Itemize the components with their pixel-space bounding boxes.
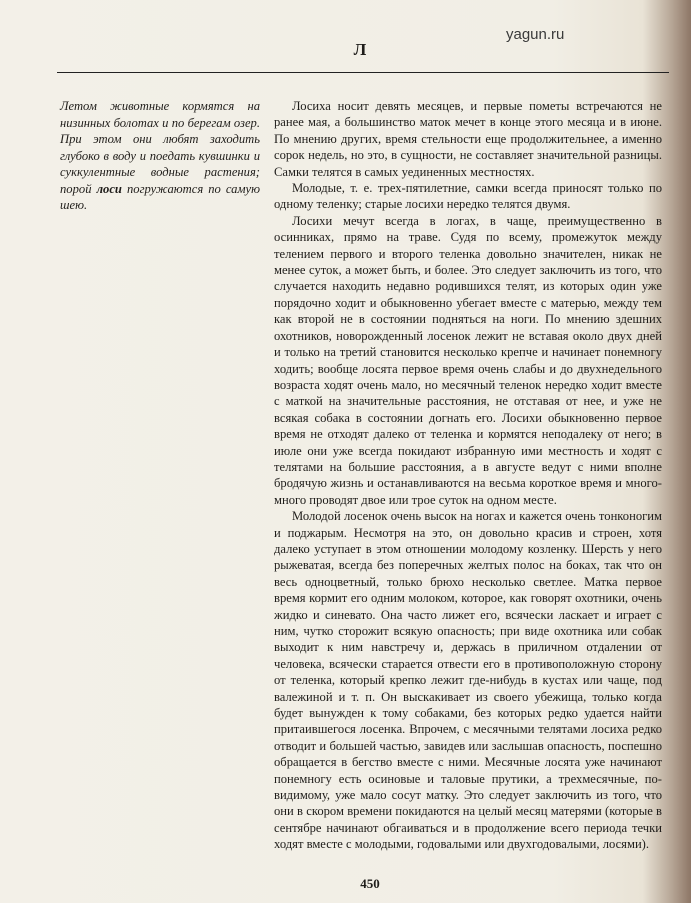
caption-text-end: погружаются по самую шею.: [60, 181, 260, 212]
watermark-text: yagun.ru: [506, 26, 565, 43]
page-number: 450: [360, 876, 380, 891]
paragraph: Лосиха носит девять месяцев, и первые пометы встречаются не ранее мая, а большинство маток мечет в конце этого месяца и в июне. По мнению других, время стельности еще продолжительнее, а именно сорок недель, но это, в сущности, не составляет значительной разницы. Самки телятся в самых уединенных местностях.: [274, 99, 662, 179]
image-caption: [60, 98, 260, 214]
running-header-letter: Л: [353, 40, 367, 59]
header-rule: [57, 72, 669, 73]
main-text-column: [274, 98, 662, 853]
paragraph: Молодые, т. е. трех-пятилетние, самки всегда приносят только по одному теленку; старые лосихи нередко телятся двумя.: [274, 181, 662, 212]
caption-text-start: Летом животные кормятся на низинных болотах и по берегам озер. При этом они любят заходить глубоко в воду и поедать кувшинки и суккулентные водные растения; порой: [60, 99, 260, 196]
caption-bold-word: лоси: [96, 181, 122, 196]
paragraph: Молодой лосенок очень высок на ногах и кажется очень тонконогим и поджарым. Несмотря на это, он довольно красив и строен, хотя далеко уступает в этом отношении молодому козленку. Шерсть у него рыжеватая, всегда без поперечных желтых полос на боках, так что он весь одноцветный, только брюхо несколько светлее. Матка первое время кормит его одним молоком, которое, как говорят охотники, очень жидко и синевато. Она часто лижет его, всячески ласкает и играет с ним, чутко сторожит всякую опасность; при виде охотника или собак выходит к ним навстречу и, держась в приличном отдалении от человека, всячески старается отвести его в противоположную сторону от теленка, который крепко лежит где-нибудь в кустах или чаще, под валежиной и т. п. Он выскакивает из своего убежища, только когда будет вынужден к тому собаками, без которых редко удается найти притаившегося лосенка. Впрочем, с месячными телятами лосиха редко отводит и большей частью, завидев или заслышав опасность, поспешно обращается в бегство вместе с ними. Месячные лосята уже начинают понемногу есть осиновые и таловые прутики, а трехмесячные, по-видимому, уже мало сосут матку. Это следует заключить из того, что они в скором времени покидаются на целый месяц матерями (которые в сентябре начинают обгаиваться и в продолжение всего периода течки ходят вместе с молодыми, годовалыми или двухгодовалыми, лосями).: [274, 509, 662, 852]
paragraph: Лосихи мечут всегда в логах, в чаще, преимущественно в осинниках, прямо на траве. Судя по всему, промежуток между телением первого и второго теленка довольно значителен, никак не менее суток, а может быть, и более. Это следует заключить из того, что случается находить недавно родившихся телят, из которых один уже порядочно ходит и обыкновенно убегает вместе с матерью, между тем как второй не в состоянии подняться на ноги. По мнению здешних охотников, новорожденный лосенок лежит не вставая около двух дней и только на третий становится несколько крепче и начинает понемногу ходить; вообще лосята первое время очень слабы и до двухнедельного возраста ходят очень мало, но месячный теленок нередко ходит вместе с маткой на значительные расстояния, не отставая от нее, и уже не всякая собака в состоянии догнать его. Лосихи обыкновенно первое время не отходят далеко от теленка и кормятся неподалеку от него; в июле они уже всегда покидают избранную ими местность и ходят с телятами на большие расстояния, а в августе ведут с ними вполне бродячую жизнь и останавливаются на весьма короткое время и много-много проводят двое или трое суток на одном месте.: [274, 213, 662, 507]
